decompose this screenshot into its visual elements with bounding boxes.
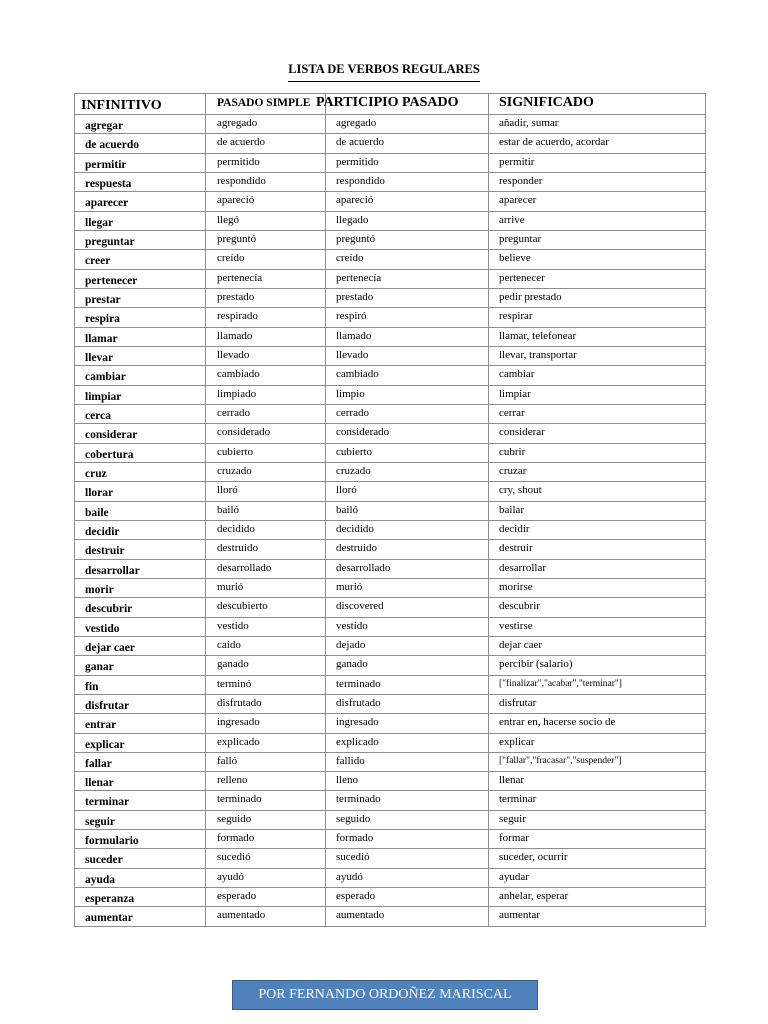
pasado-simple-cell: terminó bbox=[217, 677, 252, 690]
significado-cell: disfrutar bbox=[499, 696, 537, 709]
participio-pasado-cell: llevado bbox=[336, 348, 369, 361]
verbs-table bbox=[74, 93, 706, 927]
pasado-simple-cell: respirado bbox=[217, 310, 258, 323]
infinitivo-cell: creer bbox=[85, 255, 111, 268]
table-row bbox=[75, 559, 705, 578]
table-row bbox=[75, 578, 705, 597]
table-row bbox=[75, 269, 705, 288]
pasado-simple-cell: respondido bbox=[217, 174, 266, 187]
infinitivo-cell: descubrir bbox=[85, 603, 133, 616]
table-row bbox=[75, 771, 705, 790]
significado-cell: cubrir bbox=[499, 445, 526, 458]
significado-cell: desarrollar bbox=[499, 561, 547, 574]
infinitivo-cell: llevar bbox=[85, 351, 114, 364]
pasado-simple-cell: esperado bbox=[217, 890, 257, 903]
infinitivo-cell: ayuda bbox=[85, 873, 116, 886]
infinitivo-cell: cruz bbox=[85, 467, 107, 480]
participio-pasado-cell: considerado bbox=[336, 426, 390, 439]
infinitivo-cell: entrar bbox=[85, 719, 117, 732]
significado-cell: aumentar bbox=[499, 909, 540, 922]
significado-cell: believe bbox=[499, 252, 531, 265]
participio-pasado-cell: bailó bbox=[336, 503, 358, 516]
participio-pasado-cell: lloró bbox=[336, 484, 357, 497]
table-row bbox=[75, 733, 705, 752]
pasado-simple-cell: apareció bbox=[217, 194, 255, 207]
infinitivo-cell: pertenecer bbox=[85, 274, 138, 287]
pasado-simple-cell: murió bbox=[217, 580, 244, 593]
participio-pasado-cell: respondido bbox=[336, 174, 385, 187]
participio-pasado-cell: cerrado bbox=[336, 406, 369, 419]
infinitivo-cell: aparecer bbox=[85, 197, 129, 210]
table-row bbox=[75, 211, 705, 230]
participio-pasado-cell: vestido bbox=[336, 619, 368, 632]
pasado-simple-cell: lloró bbox=[217, 484, 238, 497]
table-row bbox=[75, 810, 705, 829]
pasado-simple-cell: llegó bbox=[217, 213, 239, 226]
significado-cell: cambiar bbox=[499, 368, 535, 381]
significado-cell: formar bbox=[499, 832, 529, 845]
table-row bbox=[75, 675, 705, 694]
significado-cell: ayudar bbox=[499, 870, 529, 883]
significado-cell: morirse bbox=[499, 580, 533, 593]
participio-pasado-cell: seguido bbox=[336, 812, 371, 825]
pasado-simple-cell: descubierto bbox=[217, 600, 268, 613]
table-row bbox=[75, 114, 705, 133]
infinitivo-cell: seguir bbox=[85, 815, 116, 828]
infinitivo-cell: suceder bbox=[85, 854, 123, 867]
infinitivo-cell: formulario bbox=[85, 835, 139, 848]
significado-cell: entrar en, hacerse socio de bbox=[499, 716, 616, 729]
participio-pasado-cell: explicado bbox=[336, 735, 379, 748]
significado-cell: respirar bbox=[499, 310, 533, 323]
participio-pasado-cell: cubierto bbox=[336, 445, 373, 458]
significado-cell: cruzar bbox=[499, 464, 527, 477]
significado-cell: vestirse bbox=[499, 619, 533, 632]
table-row bbox=[75, 423, 705, 442]
infinitivo-cell: baile bbox=[85, 506, 109, 519]
table-row bbox=[75, 520, 705, 539]
header-significado: SIGNIFICADO bbox=[499, 95, 594, 110]
table-row bbox=[75, 597, 705, 616]
participio-pasado-cell: fallido bbox=[336, 754, 365, 767]
infinitivo-cell: limpiar bbox=[85, 390, 122, 403]
participio-pasado-cell: sucedió bbox=[336, 851, 370, 864]
pasado-simple-cell: aumentado bbox=[217, 909, 266, 922]
infinitivo-cell: cobertura bbox=[85, 448, 134, 461]
pasado-simple-cell: formado bbox=[217, 832, 255, 845]
pasado-simple-cell: sucedió bbox=[217, 851, 251, 864]
significado-cell: ["finalizar","acabar","terminar"] bbox=[499, 678, 622, 689]
participio-pasado-cell: preguntó bbox=[336, 232, 376, 245]
participio-pasado-cell: cambiado bbox=[336, 368, 379, 381]
table-row bbox=[75, 501, 705, 520]
significado-cell: destruir bbox=[499, 542, 533, 555]
table-row bbox=[75, 906, 705, 925]
infinitivo-cell: ganar bbox=[85, 661, 114, 674]
table-row bbox=[75, 539, 705, 558]
participio-pasado-cell: dejado bbox=[336, 638, 366, 651]
table-row bbox=[75, 617, 705, 636]
participio-pasado-cell: terminado bbox=[336, 677, 381, 690]
pasado-simple-cell: pertenecía bbox=[217, 271, 263, 284]
significado-cell: suceder, ocurrir bbox=[499, 851, 568, 864]
significado-cell: descubrir bbox=[499, 600, 540, 613]
significado-cell: estar de acuerdo, acordar bbox=[499, 136, 609, 149]
table-body bbox=[75, 114, 705, 926]
table-row bbox=[75, 172, 705, 191]
infinitivo-cell: fin bbox=[85, 680, 99, 693]
participio-pasado-cell: permitido bbox=[336, 155, 379, 168]
participio-pasado-cell: terminado bbox=[336, 793, 381, 806]
participio-pasado-cell: disfrutado bbox=[336, 696, 381, 709]
pasado-simple-cell: creído bbox=[217, 252, 245, 265]
pasado-simple-cell: preguntó bbox=[217, 232, 257, 245]
infinitivo-cell: aumentar bbox=[85, 912, 133, 925]
pasado-simple-cell: ingresado bbox=[217, 716, 260, 729]
significado-cell: llevar, transportar bbox=[499, 348, 577, 361]
infinitivo-cell: llamar bbox=[85, 332, 118, 345]
participio-pasado-cell: aumentado bbox=[336, 909, 385, 922]
pasado-simple-cell: vestido bbox=[217, 619, 249, 632]
significado-cell: percibir (salario) bbox=[499, 658, 573, 671]
pasado-simple-cell: ganado bbox=[217, 658, 249, 671]
infinitivo-cell: esperanza bbox=[85, 893, 135, 906]
infinitivo-cell: desarrollar bbox=[85, 564, 140, 577]
infinitivo-cell: morir bbox=[85, 583, 114, 596]
pasado-simple-cell: permitido bbox=[217, 155, 260, 168]
infinitivo-cell: preguntar bbox=[85, 235, 135, 248]
table-row bbox=[75, 307, 705, 326]
participio-pasado-cell: ayudó bbox=[336, 870, 363, 883]
table-row bbox=[75, 249, 705, 268]
pasado-simple-cell: decidido bbox=[217, 522, 255, 535]
infinitivo-cell: vestido bbox=[85, 622, 120, 635]
significado-cell: llamar, telefonear bbox=[499, 329, 577, 342]
infinitivo-cell: decidir bbox=[85, 525, 120, 538]
significado-cell: dejar caer bbox=[499, 638, 543, 651]
table-row bbox=[75, 868, 705, 887]
table-row bbox=[75, 346, 705, 365]
participio-pasado-cell: murió bbox=[336, 580, 363, 593]
participio-pasado-cell: lleno bbox=[336, 774, 358, 787]
pasado-simple-cell: relleno bbox=[217, 774, 248, 787]
infinitivo-cell: respuesta bbox=[85, 177, 132, 190]
pasado-simple-cell: disfrutado bbox=[217, 696, 262, 709]
significado-cell: pertenecer bbox=[499, 271, 545, 284]
pasado-simple-cell: llevado bbox=[217, 348, 250, 361]
infinitivo-cell: cerca bbox=[85, 409, 111, 422]
table-row bbox=[75, 153, 705, 172]
participio-pasado-cell: destruido bbox=[336, 542, 377, 555]
infinitivo-cell: permitir bbox=[85, 158, 127, 171]
participio-pasado-cell: de acuerdo bbox=[336, 136, 384, 149]
table-row bbox=[75, 713, 705, 732]
significado-cell: seguir bbox=[499, 812, 526, 825]
significado-cell: pedir prestado bbox=[499, 290, 562, 303]
table-row bbox=[75, 481, 705, 500]
pasado-simple-cell: cambiado bbox=[217, 368, 260, 381]
table-row bbox=[75, 694, 705, 713]
table-row bbox=[75, 443, 705, 462]
participio-pasado-cell: formado bbox=[336, 832, 374, 845]
infinitivo-cell: cambiar bbox=[85, 371, 126, 384]
infinitivo-cell: disfrutar bbox=[85, 699, 130, 712]
participio-pasado-cell: decidido bbox=[336, 522, 374, 535]
infinitivo-cell: terminar bbox=[85, 796, 130, 809]
participio-pasado-cell: cruzado bbox=[336, 464, 371, 477]
significado-cell: decidir bbox=[499, 522, 530, 535]
significado-cell: añadir, sumar bbox=[499, 117, 559, 129]
table-row bbox=[75, 848, 705, 867]
pasado-simple-cell: seguido bbox=[217, 812, 252, 825]
infinitivo-cell: explicar bbox=[85, 738, 125, 751]
infinitivo-cell: agregar bbox=[85, 120, 124, 132]
infinitivo-cell: destruir bbox=[85, 545, 125, 558]
significado-cell: cry, shout bbox=[499, 484, 542, 497]
participio-pasado-cell: discovered bbox=[336, 600, 384, 613]
pasado-simple-cell: cerrado bbox=[217, 406, 250, 419]
significado-cell: limpiar bbox=[499, 387, 531, 400]
table-row bbox=[75, 385, 705, 404]
pasado-simple-cell: destruido bbox=[217, 542, 258, 555]
pasado-simple-cell: considerado bbox=[217, 426, 271, 439]
table-row bbox=[75, 191, 705, 210]
significado-cell: responder bbox=[499, 174, 543, 187]
table-row bbox=[75, 752, 705, 771]
table-row bbox=[75, 404, 705, 423]
infinitivo-cell: prestar bbox=[85, 293, 121, 306]
participio-pasado-cell: desarrollado bbox=[336, 561, 391, 574]
table-row bbox=[75, 636, 705, 655]
pasado-simple-cell: de acuerdo bbox=[217, 136, 265, 149]
table-row bbox=[75, 462, 705, 481]
significado-cell: arrive bbox=[499, 213, 525, 226]
participio-pasado-cell: pertenecía bbox=[336, 271, 382, 284]
significado-cell: cerrar bbox=[499, 406, 525, 419]
pasado-simple-cell: agregado bbox=[217, 117, 258, 129]
infinitivo-cell: fallar bbox=[85, 757, 112, 770]
participio-pasado-cell: ingresado bbox=[336, 716, 379, 729]
significado-cell: anhelar, esperar bbox=[499, 890, 569, 903]
header-participio-pasado: PARTICIPIO PASADO bbox=[316, 95, 459, 110]
pasado-simple-cell: falló bbox=[217, 754, 238, 767]
infinitivo-cell: llorar bbox=[85, 487, 114, 500]
header-infinitivo: INFINITIVO bbox=[81, 98, 162, 113]
participio-pasado-cell: apareció bbox=[336, 194, 374, 207]
infinitivo-cell: llegar bbox=[85, 216, 114, 229]
pasado-simple-cell: caído bbox=[217, 638, 241, 651]
table-row bbox=[75, 288, 705, 307]
participio-pasado-cell: creído bbox=[336, 252, 364, 265]
pasado-simple-cell: prestado bbox=[217, 290, 255, 303]
pasado-simple-cell: cruzado bbox=[217, 464, 252, 477]
table-row bbox=[75, 327, 705, 346]
pasado-simple-cell: desarrollado bbox=[217, 561, 272, 574]
pasado-simple-cell: ayudó bbox=[217, 870, 244, 883]
header-pasado-simple: PASADO SIMPLE bbox=[217, 97, 311, 109]
participio-pasado-cell: ganado bbox=[336, 658, 368, 671]
infinitivo-cell: considerar bbox=[85, 429, 138, 442]
author-banner: POR FERNANDO ORDOÑEZ MARISCAL bbox=[232, 980, 538, 1010]
pasado-simple-cell: limpiado bbox=[217, 387, 257, 400]
significado-cell: permitir bbox=[499, 155, 535, 168]
participio-pasado-cell: respiró bbox=[336, 310, 367, 323]
table-row bbox=[75, 655, 705, 674]
significado-cell: preguntar bbox=[499, 232, 542, 245]
significado-cell: llenar bbox=[499, 774, 525, 787]
pasado-simple-cell: cubierto bbox=[217, 445, 254, 458]
infinitivo-cell: respira bbox=[85, 313, 120, 326]
significado-cell: ["fallar","fracasar","suspender"] bbox=[499, 755, 622, 766]
page-title: LISTA DE VERBOS REGULARES bbox=[0, 62, 768, 82]
participio-pasado-cell: limpio bbox=[336, 387, 365, 400]
participio-pasado-cell: llamado bbox=[336, 329, 372, 342]
significado-cell: terminar bbox=[499, 793, 537, 806]
significado-cell: explicar bbox=[499, 735, 535, 748]
infinitivo-cell: dejar caer bbox=[85, 641, 135, 654]
participio-pasado-cell: agregado bbox=[336, 117, 377, 129]
table-row bbox=[75, 790, 705, 809]
table-row bbox=[75, 887, 705, 906]
infinitivo-cell: de acuerdo bbox=[85, 139, 139, 152]
table-row bbox=[75, 133, 705, 152]
participio-pasado-cell: prestado bbox=[336, 290, 374, 303]
table-row bbox=[75, 230, 705, 249]
pasado-simple-cell: explicado bbox=[217, 735, 260, 748]
table-row bbox=[75, 365, 705, 384]
participio-pasado-cell: llegado bbox=[336, 213, 369, 226]
table-row bbox=[75, 829, 705, 848]
pasado-simple-cell: terminado bbox=[217, 793, 262, 806]
pasado-simple-cell: bailó bbox=[217, 503, 239, 516]
significado-cell: considerar bbox=[499, 426, 545, 439]
participio-pasado-cell: esperado bbox=[336, 890, 376, 903]
significado-cell: bailar bbox=[499, 503, 525, 516]
significado-cell: aparecer bbox=[499, 194, 537, 207]
infinitivo-cell: llenar bbox=[85, 777, 114, 790]
pasado-simple-cell: llamado bbox=[217, 329, 253, 342]
